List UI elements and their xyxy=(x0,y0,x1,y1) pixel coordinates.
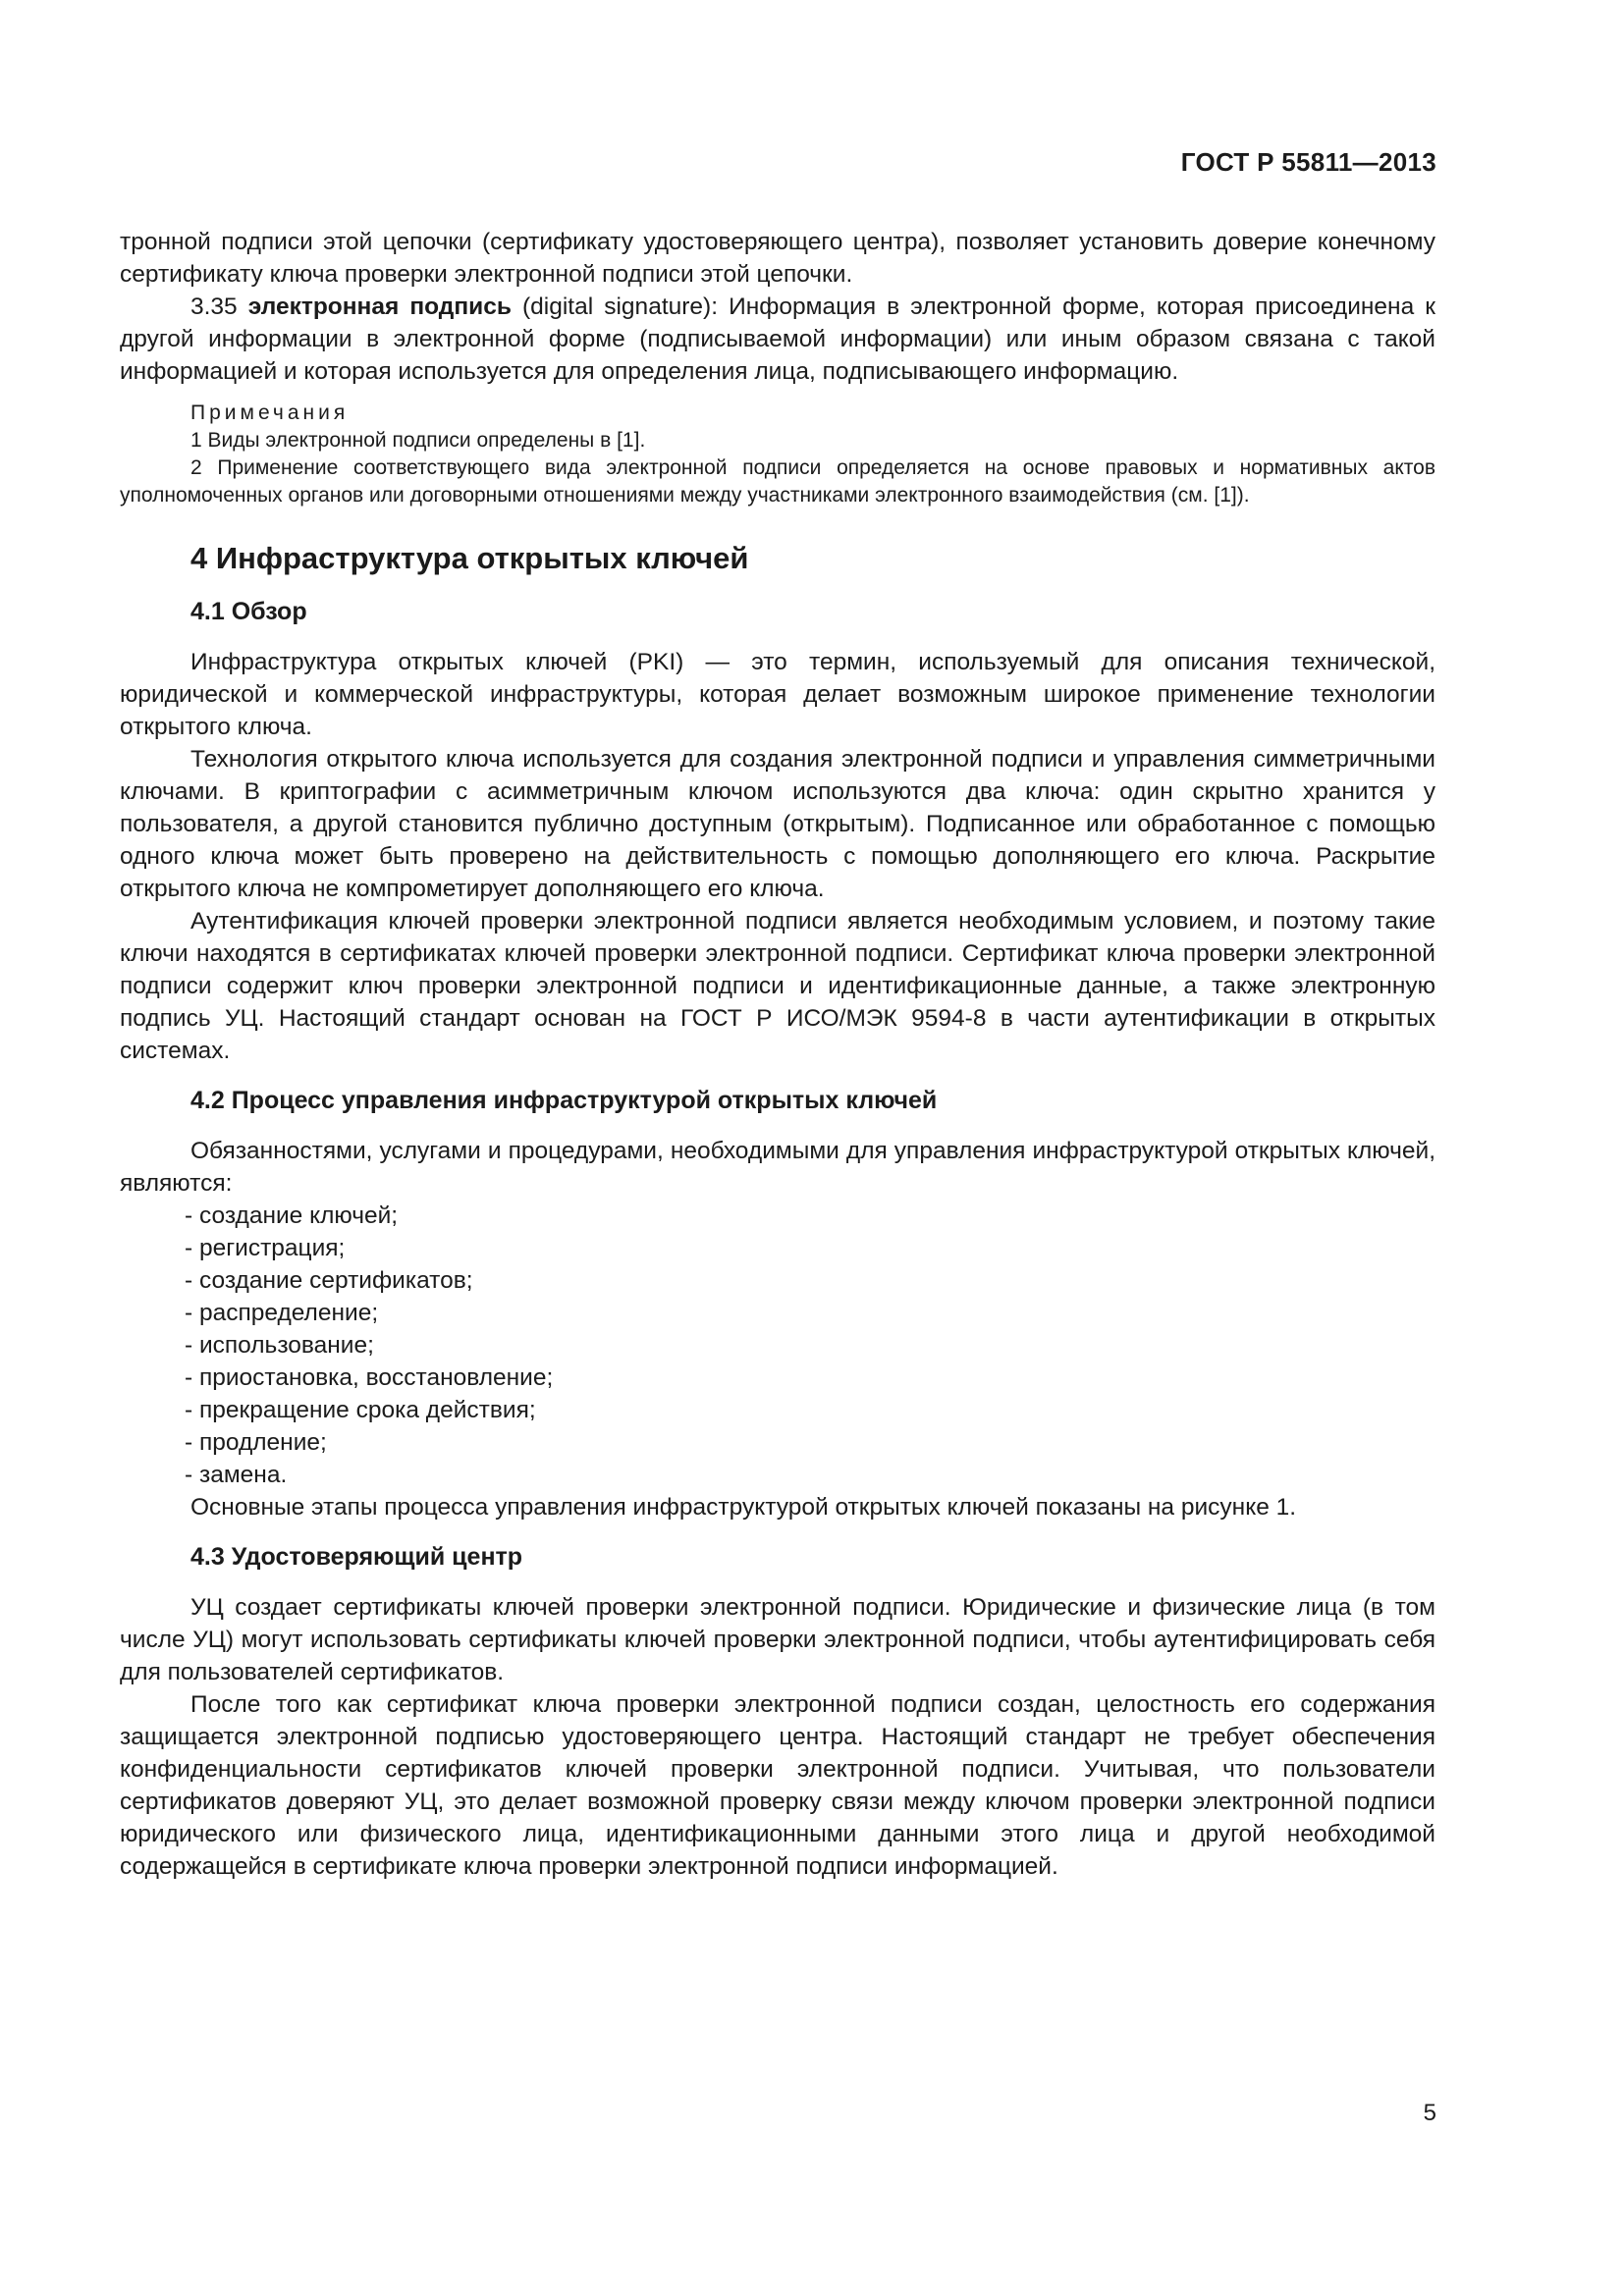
section-4-1-paragraph-2: Технология открытого ключа используется для создания электронной подписи и управления симметричными ключами. В криптографии с асимметричным ключом используются два ключа: один скрытно хранится у пользователя, а другой становится публично доступным (открытым). Подписанное или обработанное с помощью одного ключа может быть проверено на действительность с помощью дополняющего его ключа. Раскрытие открытого ключа не компрометирует дополняющего его ключа. xyxy=(120,746,1435,902)
list-item: - продление; xyxy=(185,1429,327,1456)
list-item: - регистрация; xyxy=(185,1235,346,1261)
document-body xyxy=(120,226,1435,1883)
list-item: - прекращение срока действия; xyxy=(185,1397,536,1423)
section-4-1-heading: 4.1 Обзор xyxy=(190,598,307,625)
notes-title: Примечания xyxy=(190,401,350,424)
list-item: - использование; xyxy=(185,1332,374,1359)
list-item: - создание ключей; xyxy=(185,1202,399,1229)
list-item: - замена. xyxy=(185,1462,288,1488)
section-4-1-paragraph-1: Инфраструктура открытых ключей (PKI) — это термин, используемый для описания технической, юридической и коммерческой инфраструктуры, которая делает возможным широкое применение технологии открытого ключа. xyxy=(120,649,1435,740)
term-definition: (digital signature): Информация в электронной форме, которая присоединена к другой информации в электронной форме (подписываемой информации) или иным образом связана с такой информацией и которая используется для определения лица, подписывающего информацию. xyxy=(120,294,1435,385)
notes-block xyxy=(120,400,1435,509)
list-item: - приостановка, восстановление; xyxy=(185,1364,554,1391)
term-name: электронная подпись xyxy=(247,294,512,320)
section-4-2-heading: 4.2 Процесс управления инфраструктурой открытых ключей xyxy=(190,1087,938,1114)
term-number: 3.35 xyxy=(190,294,248,320)
section-4-2-intro: Обязанностями, услугами и процедурами, необходимыми для управления инфраструктурой открытых ключей, являются: xyxy=(120,1138,1435,1197)
term-3-35 xyxy=(120,291,1435,388)
list-item: - создание сертификатов; xyxy=(185,1267,473,1294)
note-2: 2 Применение соответствующего вида электронной подписи определяется на основе правовых и нормативных актов уполномоченных органов или договорными отношениями между участниками электронного взаимодействия (см. [1]). xyxy=(120,456,1435,507)
section-4-3-paragraph-1: УЦ создает сертификаты ключей проверки электронной подписи. Юридические и физические лица (в том числе УЦ) могут использовать сертификаты ключей проверки электронной подписи, чтобы аутентифицировать себя для пользователей сертификатов. xyxy=(120,1594,1435,1685)
section-4-1-paragraph-3: Аутентификация ключей проверки электронной подписи является необходимым условием, и поэтому такие ключи находятся в сертификатах ключей проверки электронной подписи. Сертификат ключа проверки электронной подписи содержит ключ проверки электронной подписи и идентификационные данные, а также электронную подпись УЦ. Настоящий стандарт основан на ГОСТ Р ИСО/МЭК 9594-8 в части аутентификации в открытых системах. xyxy=(120,908,1435,1064)
continuation-paragraph: тронной подписи этой цепочки (сертификату удостоверяющего центра), позволяет установить доверие конечному сертификату ключа проверки электронной подписи этой цепочки. xyxy=(120,229,1435,288)
list-item: - распределение; xyxy=(185,1300,379,1326)
section-4-2-outro: Основные этапы процесса управления инфраструктурой открытых ключей показаны на рисунке 1. xyxy=(190,1494,1297,1521)
pki-process-list xyxy=(120,1200,1435,1491)
section-4-heading: 4 Инфраструктура открытых ключей xyxy=(190,541,749,575)
standard-code-header: ГОСТ Р 55811—2013 xyxy=(1180,147,1436,177)
section-4-3-heading: 4.3 Удостоверяющий центр xyxy=(190,1543,523,1571)
page-number: 5 xyxy=(1423,2100,1436,2126)
note-1: 1 Виды электронной подписи определены в [1]. xyxy=(190,429,646,452)
section-4-3-paragraph-2: После того как сертификат ключа проверки электронной подписи создан, целостность его содержания защищается электронной подписью удостоверяющего центра. Настоящий стандарт не требует обеспечения конфиденциальности сертификатов ключей проверки электронной подписи. Учитывая, что пользователи сертификатов доверяют УЦ, это делает возможной проверку связи между ключом проверки электронной подписи юридического или физического лица, идентификационными данными этого лица и другой необходимой содержащейся в сертификате ключа проверки электронной подписи информацией. xyxy=(120,1691,1435,1880)
